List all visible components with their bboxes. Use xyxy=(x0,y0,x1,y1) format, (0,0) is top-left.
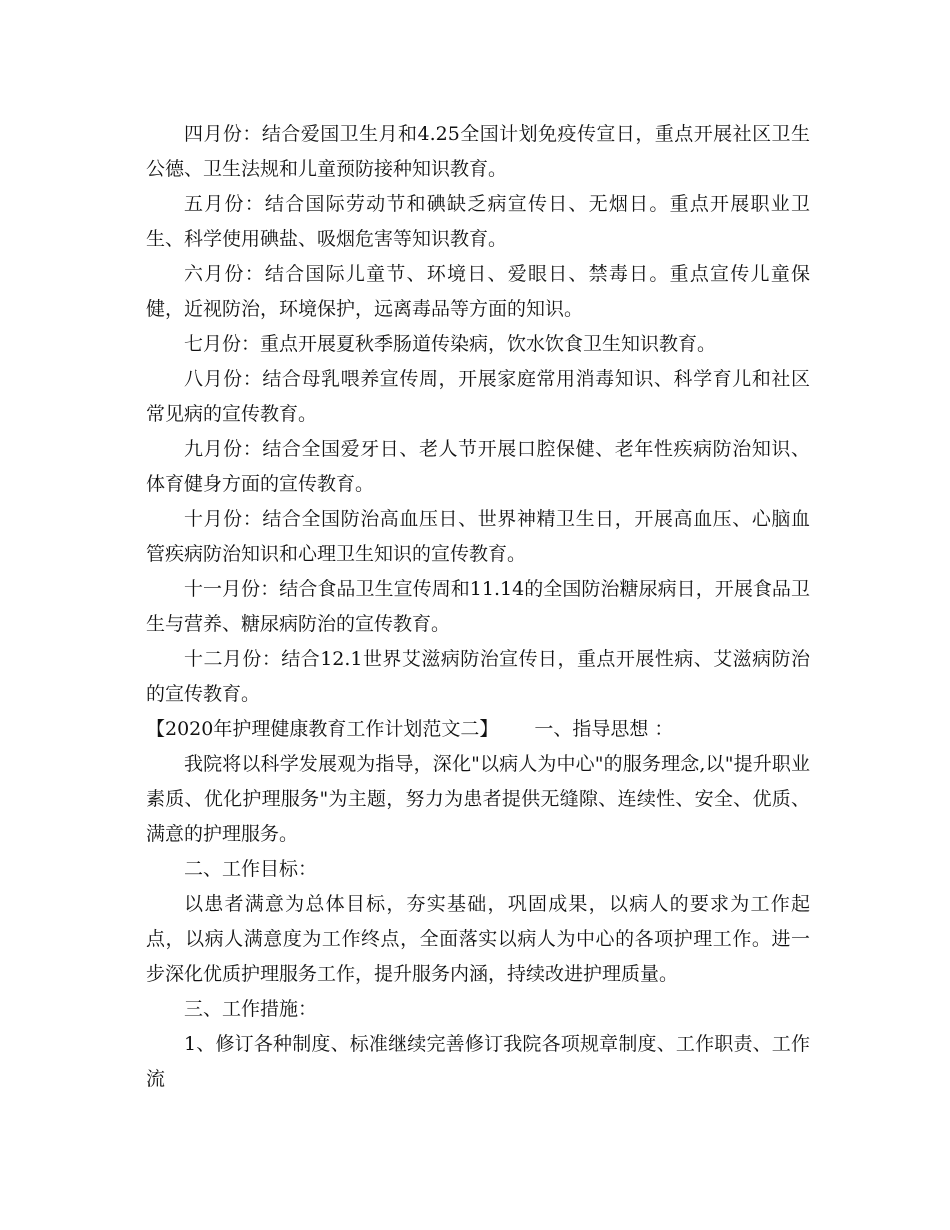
paragraph-september: 九月份：结合全国爱牙日、老人节开展口腔保健、老年性疾病防治知识、体育健身方面的宣传教育。 xyxy=(146,438,810,495)
heading-work-measures: 三、工作措施： xyxy=(184,998,318,1020)
paragraph-november: 十一月份：结合食品卫生宣传周和11.14的全国防治糖尿病日，开展食品卫生与营养、糖尿病防治的宣传教育。 xyxy=(146,578,810,635)
section-title: 【2020年护理健康教育工作计划范文二】 xyxy=(146,718,499,740)
paragraph-measure-1: 1、修订各种制度、标准继续完善修订我院各项规章制度、工作职责、工作流 xyxy=(146,1033,810,1090)
paragraph-july: 七月份：重点开展夏秋季肠道传染病，饮水饮食卫生知识教育。 xyxy=(184,333,717,355)
paragraph-june: 六月份：结合国际儿童节、环境日、爱眼日、禁毒日。重点宣传儿童保健，近视防治，环境保护，远离毒品等方面的知识。 xyxy=(146,263,810,320)
heading-work-goals: 二、工作目标： xyxy=(184,858,318,880)
paragraph-december: 十二月份：结合12.1世界艾滋病防治宣传日，重点开展性病、艾滋病防治的宣传教育。 xyxy=(146,648,810,705)
document-body xyxy=(146,117,810,1097)
paragraph-october: 十月份：结合全国防治高血压日、世界神精卫生日，开展高血压、心脑血管疾病防治知识和心理卫生知识的宣传教育。 xyxy=(146,508,810,565)
paragraph-work-goals: 以患者满意为总体目标，夯实基础，巩固成果，以病人的要求为工作起点，以病人满意度为工作终点，全面落实以病人为中心的各项护理工作。进一步深化优质护理服务工作，提升服务内涵，持续改进护理质量。 xyxy=(146,893,810,985)
paragraph-guiding-thought: 我院将以科学发展观为指导，深化"以病人为中心"的服务理念,以"提升职业素质、优化护理服务"为主题，努力为患者提供无缝隙、连续性、安全、优质、满意的护理服务。 xyxy=(146,753,810,845)
guiding-heading: 一、指导思想 ： xyxy=(534,718,674,740)
heading-spacer xyxy=(498,712,534,747)
paragraph-may: 五月份：结合国际劳动节和碘缺乏病宣传日、无烟日。重点开展职业卫生、科学使用碘盐、吸烟危害等知识教育。 xyxy=(146,193,810,250)
section-heading-line xyxy=(146,712,810,747)
paragraph-april: 四月份：结合爱国卫生月和4.25全国计划免疫传宣日，重点开展社区卫生公德、卫生法规和儿童预防接种知识教育。 xyxy=(146,123,810,180)
paragraph-august: 八月份：结合母乳喂养宣传周，开展家庭常用消毒知识、科学育儿和社区常见病的宣传教育。 xyxy=(146,368,810,425)
